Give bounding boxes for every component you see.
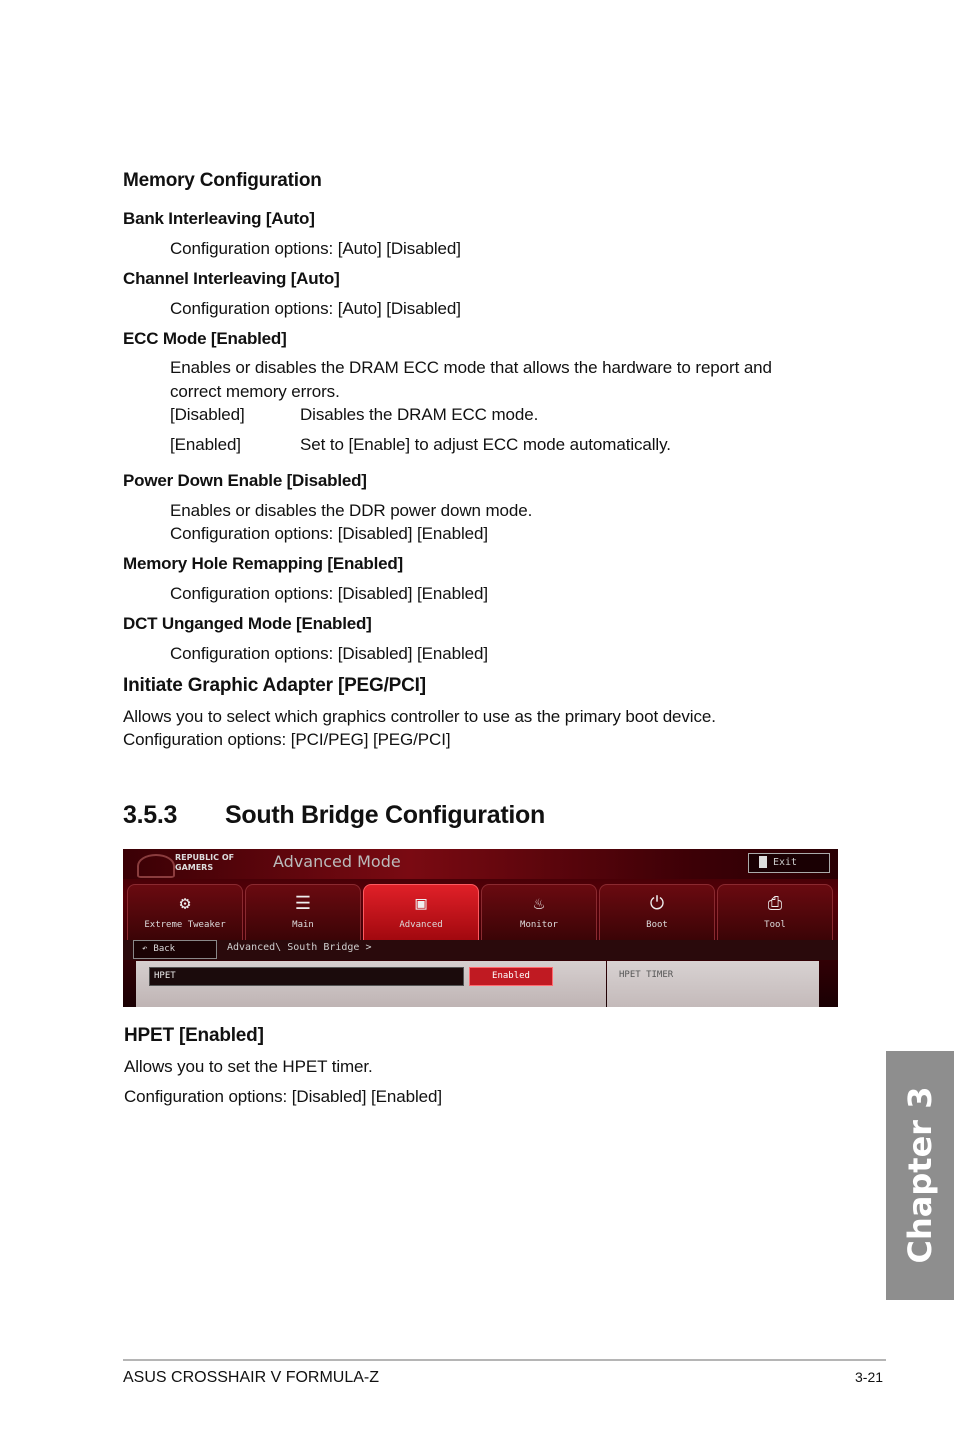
hpet-setting-row[interactable]: HPET — [149, 967, 464, 986]
ecc-opt2-key: [Enabled] — [170, 435, 241, 454]
memory-hole-options: Configuration options: [Disabled] [Enabled] — [170, 584, 488, 603]
bios-mode-title: Advanced Mode — [273, 852, 401, 871]
tab-boot[interactable]: ⏻ Boot — [599, 884, 715, 942]
power-down-title: Power Down Enable [Disabled] — [123, 471, 367, 490]
main-list-icon: ☰ — [294, 893, 312, 914]
exit-icon — [759, 856, 767, 868]
back-arrow-icon: ↶ — [142, 944, 148, 954]
power-down-options: Configuration options: [Disabled] [Enabled] — [170, 524, 488, 543]
power-down-desc: Enables or disables the DDR power down mode. — [170, 501, 533, 520]
chapter-tab — [886, 1051, 954, 1300]
channel-interleaving-title: Channel Interleaving [Auto] — [123, 269, 340, 288]
ecc-mode-desc-line2: correct memory errors. — [170, 382, 340, 401]
dct-unganged-options: Configuration options: [Disabled] [Enabled] — [170, 644, 488, 663]
back-button[interactable]: ↶ Back — [133, 940, 217, 959]
exit-button[interactable]: Exit — [748, 853, 830, 873]
ecc-opt1-desc: Disables the DRAM ECC mode. — [300, 405, 539, 424]
ecc-mode-desc-line1: Enables or disables the DRAM ECC mode that allows the hardware to report and — [170, 358, 772, 377]
bank-interleaving-options: Configuration options: [Auto] [Disabled] — [170, 239, 461, 258]
monitor-icon: ♨ — [533, 893, 545, 914]
graphic-adapter-desc: Allows you to select which graphics controller to use as the primary boot device. — [123, 707, 716, 726]
dct-unganged-title: DCT Unganged Mode [Enabled] — [123, 614, 372, 633]
breadcrumb: Advanced\ South Bridge > — [227, 942, 372, 953]
tab-monitor[interactable]: ♨ Monitor — [481, 884, 597, 942]
rog-logo-icon — [137, 854, 175, 878]
ecc-opt2-desc: Set to [Enable] to adjust ECC mode automatically. — [300, 435, 671, 454]
section-title: South Bridge Configuration — [225, 801, 545, 829]
tab-tool[interactable]: ⎙ Tool — [717, 884, 833, 942]
memory-hole-title: Memory Hole Remapping [Enabled] — [123, 554, 404, 573]
chapter-label: Chapter 3 — [901, 1086, 939, 1264]
tab-main[interactable]: ☰ Main — [245, 884, 361, 942]
channel-interleaving-options: Configuration options: [Auto] [Disabled] — [170, 299, 461, 318]
extreme-tweaker-icon: ⚙ — [179, 893, 191, 914]
footer-divider — [123, 1359, 886, 1361]
power-icon: ⏻ — [649, 893, 665, 914]
hpet-value-dropdown[interactable]: Enabled — [469, 967, 553, 986]
hpet-heading: HPET [Enabled] — [124, 1025, 264, 1046]
tab-advanced[interactable]: ▣ Advanced — [363, 884, 479, 942]
advanced-icon: ▣ — [415, 893, 427, 914]
hpet-options: Configuration options: [Disabled] [Enabled] — [124, 1087, 442, 1106]
ecc-mode-title: ECC Mode [Enabled] — [123, 329, 287, 348]
section-number: 3.5.3 — [123, 801, 178, 829]
rog-logo-text: REPUBLIC OF GAMERS — [175, 853, 235, 872]
bios-screenshot — [123, 849, 838, 1007]
graphic-adapter-options: Configuration options: [PCI/PEG] [PEG/PCI] — [123, 730, 451, 749]
memory-config-heading: Memory Configuration — [123, 170, 322, 191]
ecc-opt1-key: [Disabled] — [170, 405, 245, 424]
graphic-adapter-heading: Initiate Graphic Adapter [PEG/PCI] — [123, 675, 426, 696]
tab-extreme-tweaker[interactable]: ⚙ Extreme Tweaker — [127, 884, 243, 942]
help-panel: HPET TIMER — [607, 961, 819, 1007]
footer-page-number: 3-21 — [855, 1369, 884, 1385]
tool-icon: ⎙ — [767, 893, 783, 914]
bank-interleaving-title: Bank Interleaving [Auto] — [123, 209, 315, 228]
footer-product: ASUS CROSSHAIR V FORMULA-Z — [123, 1369, 380, 1386]
hpet-desc: Allows you to set the HPET timer. — [124, 1057, 373, 1076]
